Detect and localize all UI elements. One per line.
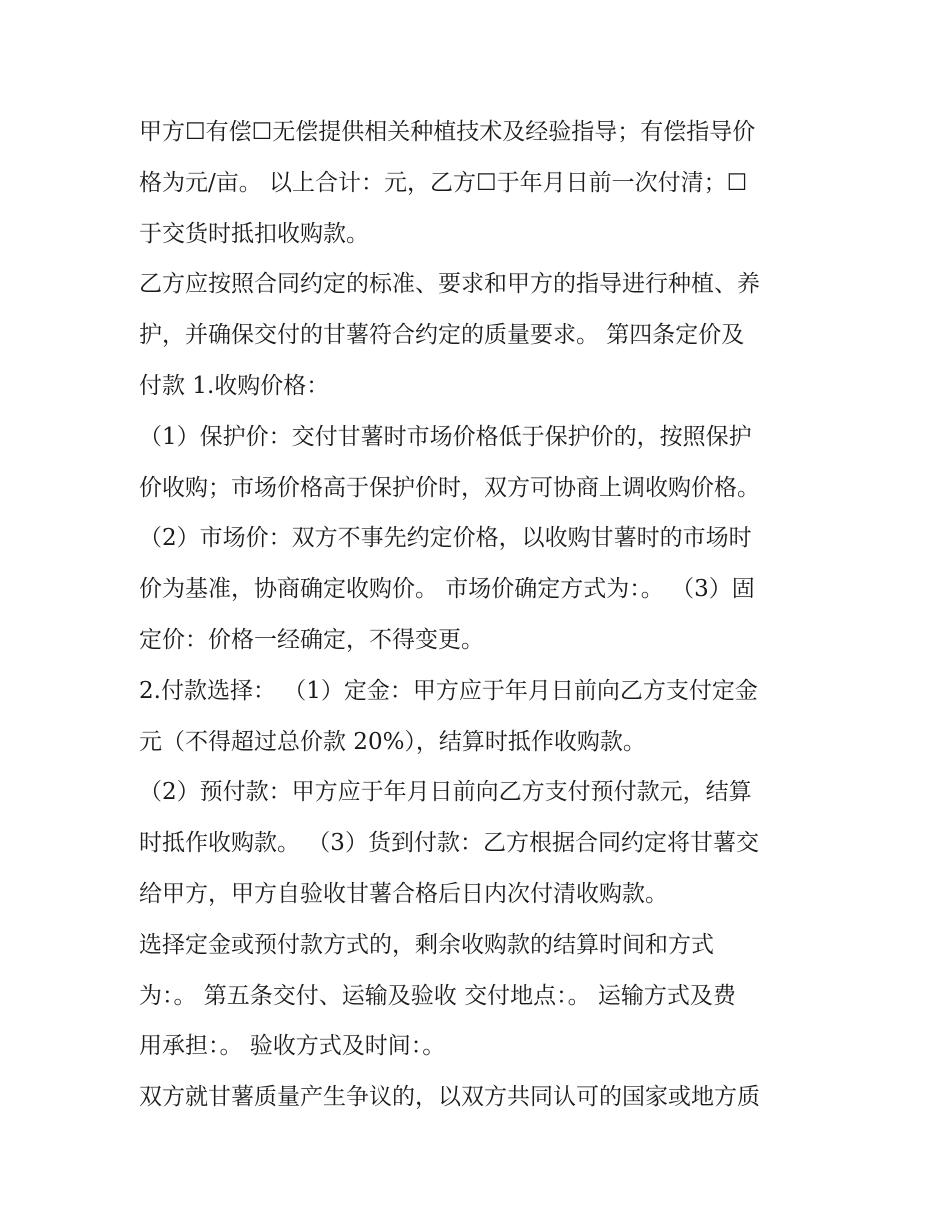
text-line: 选择定金或预付款方式的，剩余收购款的结算时间和方式	[139, 931, 714, 958]
text-line: 元（不得超过总价款 20%），结算时抵作收购款。	[139, 728, 646, 755]
text-line: 付款 1.收购价格：	[139, 372, 330, 399]
text-line: 价为基准，协商确定收购价。 市场价确定方式为：。 （3）固	[139, 576, 755, 603]
text-line: 用承担：。 验收方式及时间：。	[139, 1033, 446, 1060]
text-line: 定价：价格一经确定，不得变更。	[139, 626, 484, 653]
contract-body-text	[139, 107, 829, 1123]
text-line: 时抵作收购款。 （3）货到付款：乙方根据合同约定将甘薯交	[139, 830, 759, 857]
text-line: 2.付款选择： （1）定金：甲方应于年月日前向乙方支付定金	[139, 677, 758, 704]
text-line: 于交货时抵扣收购款。	[139, 220, 369, 247]
text-line: 甲方☐有偿☐无偿提供相关种植技术及经验指导；有偿指导价	[139, 119, 756, 145]
text-line: 护，并确保交付的甘薯符合约定的质量要求。 第四条定价及	[139, 322, 745, 349]
text-line: 为：。 第五条交付、运输及验收 交付地点：。 运输方式及费	[139, 982, 736, 1009]
text-line: （2）预付款：甲方应于年月日前向乙方支付预付款元，结算	[139, 779, 752, 806]
text-line: 格为元/亩。 以上合计：元，乙方☐于年月日前一次付清；☐	[139, 169, 748, 196]
text-line: 价收购；市场价格高于保护价时，双方可协商上调收购价格。	[139, 474, 760, 501]
text-line: 双方就甘薯质量产生争议的，以双方共同认可的国家或地方质	[139, 1084, 760, 1111]
text-line: （1）保护价：交付甘薯时市场价格低于保护价的，按照保护	[139, 423, 752, 450]
text-line: 给甲方，甲方自验收甘薯合格后日内次付清收购款。	[139, 880, 668, 907]
text-line: 乙方应按照合同约定的标准、要求和甲方的指导进行种植、养	[139, 271, 760, 298]
text-line: （2）市场价：双方不事先约定价格，以收购甘薯时的市场时	[139, 525, 752, 552]
